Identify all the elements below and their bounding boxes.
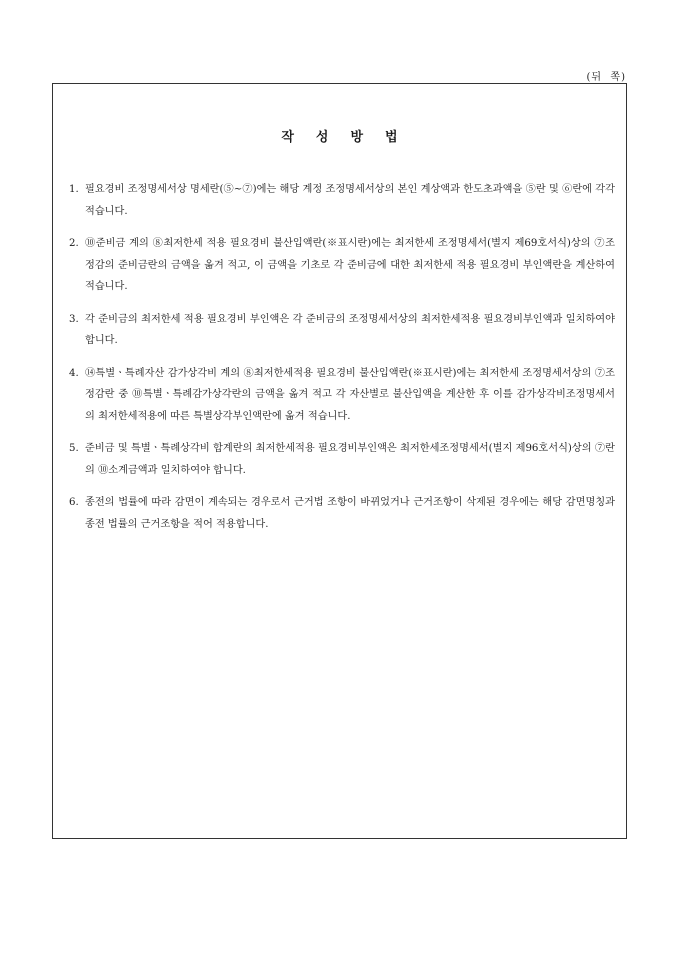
instruction-number: 4. [69, 367, 79, 379]
instruction-item-2 [69, 233, 615, 298]
instruction-text: 필요경비 조정명세서상 명세란(⑤~⑦)에는 해당 계정 조정명세서상의 본인 계상액과 한도초과액을 ⑤란 및 ⑥란에 각각 적습니다. [85, 184, 615, 217]
instructions-list [69, 179, 615, 546]
instruction-number: 6. [69, 497, 79, 508]
instruction-text: 준비금 및 특별ㆍ특례상각비 합계란의 최저한세적용 필요경비부인액은 최저한세조정명세서(별지 제96호서식)상의 ⑦란의 ⑩소계금액과 일치하여야 합니다. [85, 443, 615, 476]
instructions-frame [52, 83, 627, 839]
instruction-text: 각 준비금의 최저한세 적용 필요경비 부인액은 각 준비금의 조정명세서상의 최저한세적용 필요경비부인액과 일치하여야 합니다. [85, 313, 615, 346]
instruction-item-5 [69, 438, 615, 481]
instruction-number: 2. [69, 238, 79, 249]
instruction-text: 종전의 법률에 따라 감면이 계속되는 경우로서 근거법 조항이 바뀌었거나 근거조항이 삭제된 경우에는 해당 감면명칭과 종전 법률의 근거조항을 적어 적용합니다. [85, 497, 615, 530]
page-side-label: (뒤 쪽) [586, 72, 626, 83]
instruction-item-3 [69, 309, 615, 352]
instruction-item-6 [69, 492, 615, 535]
instruction-number: 3. [69, 313, 79, 325]
instruction-number: 5. [69, 443, 79, 454]
instruction-number: 1. [69, 184, 79, 195]
page-title: 작성방법 [281, 130, 420, 145]
instruction-text: ⑭특별ㆍ특례자산 감가상각비 계의 ⑧최저한세적용 필요경비 불산입액란(※표시란)에는 최저한세 조정명세서상의 ⑦조정감란 중 ⑩특별ㆍ특례감가상각란의 금액을 옮겨 적고 각 자산별로 불산입액을 계산한 후 이를 감가상각비조정명세서의 최저한세적용에 따른 특별상각부인액란에 옮겨 적습니다. [85, 367, 615, 422]
instruction-text: ⑩준비금 계의 ⑧최저한세 적용 필요경비 불산입액란(※표시란)에는 최저한세 조정명세서(별지 제69호서식)상의 ⑦조정감의 준비금란의 금액을 옮겨 적고, 이 금액을 기초로 각 준비금에 대한 최저한세 적용 필요경비 부인액란을 계산하여 적습니다. [85, 238, 615, 292]
instruction-item-4 [69, 363, 615, 428]
instruction-item-1 [69, 179, 615, 222]
